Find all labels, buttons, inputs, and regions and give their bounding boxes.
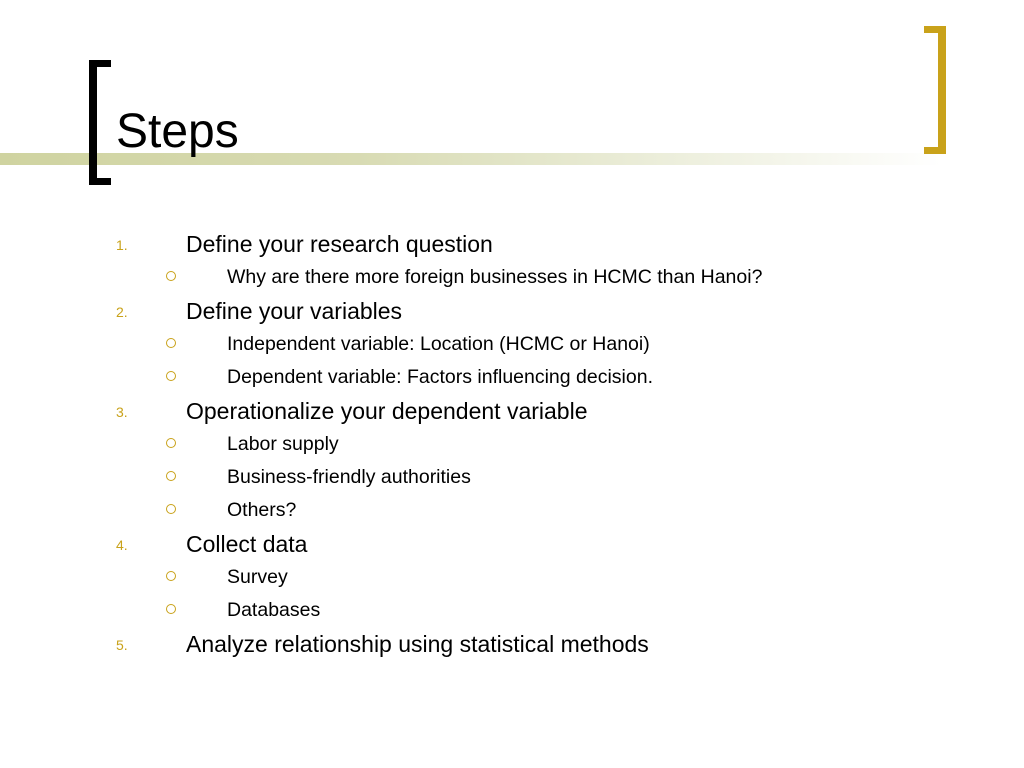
step-number: 3.	[116, 404, 128, 420]
step-item	[0, 628, 1024, 662]
sub-item	[0, 595, 1024, 628]
sub-item-text: Independent variable: Location (HCMC or Hanoi)	[227, 333, 650, 355]
sub-item-text: Business-friendly authorities	[227, 466, 471, 488]
step-list	[0, 228, 1024, 662]
sub-item	[0, 562, 1024, 595]
sub-item	[0, 362, 1024, 395]
step-text: Analyze relationship using statistical methods	[186, 631, 649, 657]
step-item	[0, 228, 1024, 295]
sub-item-text: Others?	[227, 499, 297, 521]
step-text: Operationalize your dependent variable	[186, 398, 588, 424]
sub-item	[0, 429, 1024, 462]
sub-item-text: Survey	[227, 566, 288, 588]
step-item	[0, 295, 1024, 395]
hollow-circle-bullet-icon	[166, 604, 176, 614]
hollow-circle-bullet-icon	[166, 271, 176, 281]
hollow-circle-bullet-icon	[166, 471, 176, 481]
hollow-circle-bullet-icon	[166, 504, 176, 514]
step-text: Define your research question	[186, 231, 493, 257]
step-text: Collect data	[186, 531, 308, 557]
sub-item-text: Why are there more foreign businesses in HCMC than Hanoi?	[227, 266, 763, 288]
hollow-circle-bullet-icon	[166, 338, 176, 348]
sub-item	[0, 495, 1024, 528]
step-number: 2.	[116, 304, 128, 320]
hollow-circle-bullet-icon	[166, 571, 176, 581]
step-item	[0, 395, 1024, 528]
sub-item-text: Dependent variable: Factors influencing decision.	[227, 366, 654, 388]
step-item	[0, 528, 1024, 628]
sub-item-text: Labor supply	[227, 433, 339, 455]
step-number: 5.	[116, 637, 128, 653]
sub-item	[0, 329, 1024, 362]
step-number: 1.	[116, 237, 128, 253]
sub-item	[0, 462, 1024, 495]
step-text: Define your variables	[186, 298, 403, 324]
sub-item-text: Databases	[227, 599, 321, 621]
sub-item	[0, 262, 1024, 295]
hollow-circle-bullet-icon	[166, 371, 176, 381]
left-bracket-decoration	[89, 60, 111, 185]
page-title: Steps	[116, 105, 239, 158]
right-bracket-decoration	[924, 26, 946, 154]
hollow-circle-bullet-icon	[166, 438, 176, 448]
step-number: 4.	[116, 537, 128, 553]
